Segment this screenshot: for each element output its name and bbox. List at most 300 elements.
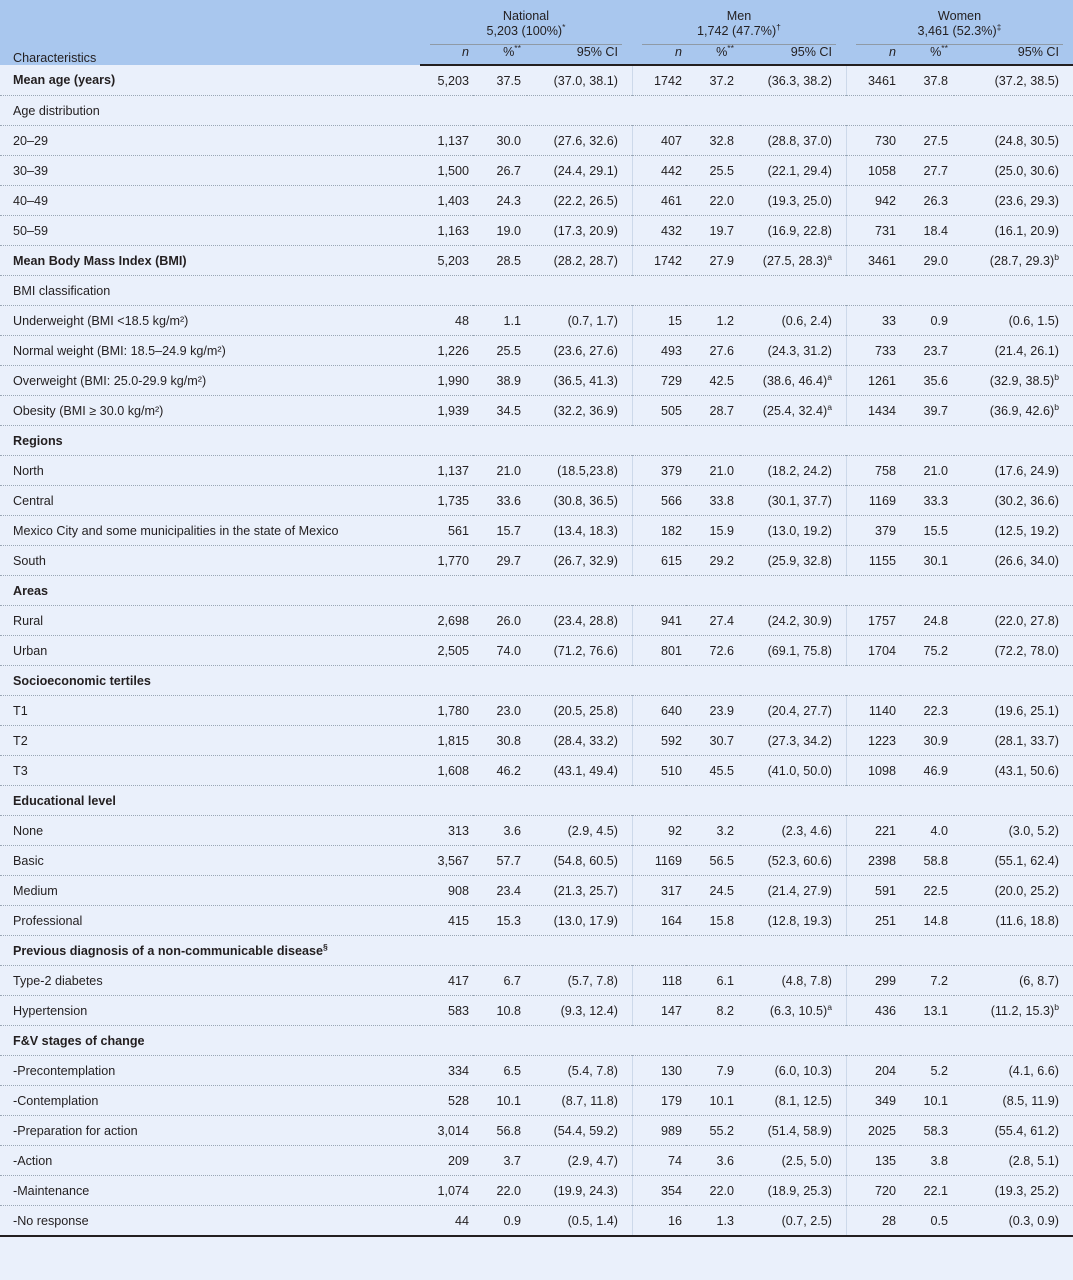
national-n: 415 [420,906,473,936]
header-group-national-count: 5,203 (100%) [486,24,563,38]
table-row [0,636,1073,666]
men-n: 493 [632,336,686,366]
national-ci: (0.5, 1.4) [567,1213,618,1228]
table-row [0,996,1073,1026]
national-pct: 23.4 [473,876,527,906]
header-group-national-marker: * [562,21,566,32]
national-pct: 24.3 [473,186,527,216]
row-label: Areas [0,576,420,606]
women-n: 1434 [846,396,900,426]
national-ci: (21.3, 25.7) [527,876,632,906]
women-ci: (8.5, 11.9) [954,1086,1073,1116]
row-label: BMI classification [0,276,420,306]
section-empty-cells [420,936,1073,966]
table-header [0,0,1073,65]
national-n: 908 [420,876,473,906]
women-n: 1058 [846,156,900,186]
national-n: 1,403 [420,186,473,216]
section-row [0,936,1073,966]
women-pct: 27.5 [900,126,954,156]
women-n: 1169 [846,486,900,516]
men-pct: 8.2 [686,996,740,1026]
women-pct: 22.5 [900,876,954,906]
national-pct: 15.3 [473,906,527,936]
national-n: 3,014 [420,1116,473,1146]
women-ci: (19.3, 25.2) [954,1176,1073,1206]
women-pct: 21.0 [900,456,954,486]
row-label: T3 [0,756,420,786]
national-pct: 10.8 [473,996,527,1026]
table-body [0,65,1073,1235]
men-n: 461 [632,186,686,216]
national-n: 1,137 [420,126,473,156]
table-row [0,966,1073,996]
women-n: 1140 [846,696,900,726]
women-n: 1098 [846,756,900,786]
national-pct: 56.8 [473,1116,527,1146]
table-row [0,486,1073,516]
women-pct: 0.5 [930,1213,948,1228]
men-ci: (6.3, 10.5)$^a$ [740,996,846,1026]
national-n: 1,137 [420,456,473,486]
women-pct: 10.1 [900,1086,954,1116]
row-label: Previous diagnosis of a non-communicable disease§ [0,936,420,966]
national-n: 1,608 [420,756,473,786]
women-pct: 0.9 [900,306,954,336]
men-n: 164 [632,906,686,936]
men-pct: 21.0 [686,456,740,486]
men-pct: 22.0 [686,186,740,216]
women-ci: (55.1, 62.4) [954,846,1073,876]
men-ci: (12.8, 19.3) [740,906,846,936]
header-group-women-marker: ‡ [996,21,1002,32]
table-row [0,846,1073,876]
women-ci: (24.8, 30.5) [954,126,1073,156]
women-n: 730 [846,126,900,156]
table-row [0,876,1073,906]
row-label: T1 [0,696,420,726]
section-empty-cells [420,276,1073,306]
men-n: 179 [632,1086,686,1116]
table-row [0,186,1073,216]
men-pct: 32.8 [686,126,740,156]
women-ci: (21.4, 26.1) [954,336,1073,366]
women-ci: (20.0, 25.2) [954,876,1073,906]
women-ci: (55.4, 61.2) [954,1116,1073,1146]
men-n: 1742 [632,246,686,276]
women-ci: (72.2, 78.0) [954,636,1073,666]
women-ci: (30.2, 36.6) [954,486,1073,516]
national-n: 313 [420,816,473,846]
women-ci: (28.1, 33.7) [954,726,1073,756]
row-label: -Precontemplation [0,1056,420,1086]
women-n: 2025 [846,1116,900,1146]
men-n: 118 [632,966,686,996]
row-label: 30–39 [0,156,420,186]
header-national-pct: %** [473,45,527,65]
women-ci: (0.3, 0.9) [1008,1213,1059,1228]
women-ci: (6, 8.7) [954,966,1073,996]
national-pct: 33.6 [473,486,527,516]
women-n: 1223 [846,726,900,756]
table-row [0,126,1073,156]
men-n: 16 [632,1206,686,1236]
national-pct: 46.2 [473,756,527,786]
women-pct: 26.3 [900,186,954,216]
row-label: Type-2 diabetes [0,966,420,996]
section-row [0,1026,1073,1056]
women-ci: (26.6, 34.0) [954,546,1073,576]
women-n: 379 [846,516,900,546]
header-men-pct: %** [686,45,740,65]
women-ci: (28.7, 29.3)$^b$ [954,246,1073,276]
table-bottom-rule [0,1235,1073,1237]
men-pct: 22.0 [686,1176,740,1206]
women-n: 720 [846,1176,900,1206]
women-n: 299 [846,966,900,996]
women-pct: 24.8 [900,606,954,636]
row-label: Overweight (BMI: 25.0-29.9 kg/m²) [0,366,420,396]
women-pct: 15.5 [900,516,954,546]
men-pct: 27.9 [686,246,740,276]
women-n: 1155 [846,546,900,576]
table-row [0,726,1073,756]
men-ci: (2.3, 4.6) [740,816,846,846]
men-ci: (0.6, 2.4) [740,306,846,336]
men-pct: 23.9 [686,696,740,726]
header-national-ci: 95% CI [527,45,632,65]
national-pct: 10.1 [473,1086,527,1116]
women-ci: (11.6, 18.8) [954,906,1073,936]
men-ci: (18.2, 24.2) [740,456,846,486]
men-ci: (38.6, 46.4)$^a$ [740,366,846,396]
women-n: 731 [846,216,900,246]
men-ci: (22.1, 29.4) [740,156,846,186]
header-group-national [420,0,632,45]
women-pct: 30.1 [900,546,954,576]
national-ci: (19.9, 24.3) [527,1176,632,1206]
men-ci: (20.4, 27.7) [740,696,846,726]
table-row [0,65,1073,96]
women-n: 204 [846,1056,900,1086]
national-n: 583 [420,996,473,1026]
section-row [0,96,1073,126]
men-n: 566 [632,486,686,516]
women-ci: (37.2, 38.5) [954,65,1073,96]
header-group-national-title [420,0,632,39]
table-row [0,156,1073,186]
women-pct: 58.8 [900,846,954,876]
women-n: 349 [846,1086,900,1116]
men-ci: (69.1, 75.8) [740,636,846,666]
national-n: 528 [420,1086,473,1116]
women-n: 2398 [846,846,900,876]
national-n: 2,698 [420,606,473,636]
national-ci: (13.0, 17.9) [527,906,632,936]
men-ci: (25.4, 32.4)$^a$ [740,396,846,426]
women-n: 1261 [846,366,900,396]
row-label: Mean Body Mass Index (BMI) [0,246,420,276]
national-n: 3,567 [420,846,473,876]
national-ci: (37.0, 38.1) [527,65,632,96]
header-group-row [0,0,1073,45]
women-pct: 14.8 [900,906,954,936]
men-pct: 27.4 [686,606,740,636]
men-n: 147 [632,996,686,1026]
national-ci: (23.4, 28.8) [527,606,632,636]
men-n: 15 [632,306,686,336]
national-n: 1,815 [420,726,473,756]
table-row [0,516,1073,546]
men-ci: (8.1, 12.5) [740,1086,846,1116]
men-n: 1169 [632,846,686,876]
men-n: 354 [632,1176,686,1206]
national-n: 5,203 [420,246,473,276]
women-n: 3461 [846,65,900,96]
women-n: 733 [846,336,900,366]
national-pct: 23.0 [473,696,527,726]
national-pct: 28.5 [473,246,527,276]
men-n: 729 [632,366,686,396]
men-n: 592 [632,726,686,756]
men-pct: 3.2 [686,816,740,846]
national-n: 1,735 [420,486,473,516]
header-group-men-count: 1,742 (47.7%) [697,24,777,38]
national-pct: 19.0 [473,216,527,246]
women-pct: 23.7 [900,336,954,366]
men-ci: (51.4, 58.9) [740,1116,846,1146]
men-n: 442 [632,156,686,186]
men-pct: 1.2 [686,306,740,336]
men-pct: 33.8 [686,486,740,516]
table-row [0,1176,1073,1206]
national-pct: 29.7 [473,546,527,576]
men-ci: (30.1, 37.7) [740,486,846,516]
header-characteristics-label: Characteristics [13,51,97,65]
section-empty-cells [420,96,1073,126]
section-row [0,426,1073,456]
row-label: Educational level [0,786,420,816]
table-row [0,1056,1073,1086]
row-label: Rural [0,606,420,636]
table-row [0,216,1073,246]
women-pct: 35.6 [900,366,954,396]
men-ci: (18.9, 25.3) [740,1176,846,1206]
national-ci: (17.3, 20.9) [527,216,632,246]
women-pct: 75.2 [900,636,954,666]
header-men-n: n [632,45,686,65]
women-ci: (0.6, 1.5) [954,306,1073,336]
header-group-national-name: National [502,9,550,23]
men-ci: (6.0, 10.3) [740,1056,846,1086]
women-pct: 22.3 [900,696,954,726]
men-ci: (24.2, 30.9) [740,606,846,636]
table-row [0,396,1073,426]
footnote-marker: b [1054,251,1059,262]
header-group-women [846,0,1073,45]
men-n: 941 [632,606,686,636]
national-ci: (71.2, 76.6) [527,636,632,666]
national-n: 417 [420,966,473,996]
men-n: 92 [632,816,686,846]
national-ci: (54.4, 59.2) [527,1116,632,1146]
women-ci: (4.1, 6.6) [954,1056,1073,1086]
women-ci: (43.1, 50.6) [954,756,1073,786]
women-ci: (11.2, 15.3)$^b$ [954,996,1073,1026]
row-label: -Maintenance [0,1176,420,1206]
row-label: Basic [0,846,420,876]
header-group-women-name: Women [937,9,982,23]
men-ci: (16.9, 22.8) [740,216,846,246]
national-n: 1,074 [420,1176,473,1206]
national-n: 48 [420,306,473,336]
row-label: -Contemplation [0,1086,420,1116]
national-pct: 0.9 [503,1213,521,1228]
women-pct: 27.7 [900,156,954,186]
row-label: 20–29 [0,126,420,156]
national-pct: 26.7 [473,156,527,186]
national-pct: 74.0 [473,636,527,666]
men-pct: 45.5 [686,756,740,786]
table-row [0,1116,1073,1146]
national-ci: (28.4, 33.2) [527,726,632,756]
men-n: 182 [632,516,686,546]
men-n: 801 [632,636,686,666]
footnote-marker: a [827,1001,832,1012]
header-group-men-marker: † [776,21,781,32]
row-label: Mean age (years) [0,65,420,96]
national-n: 5,203 [420,65,473,96]
women-n: 758 [846,456,900,486]
men-n: 1742 [632,65,686,96]
table-row [0,366,1073,396]
men-ci: (24.3, 31.2) [740,336,846,366]
women-n: 1757 [846,606,900,636]
national-ci: (24.4, 29.1) [527,156,632,186]
national-ci: (54.8, 60.5) [527,846,632,876]
women-ci: (3.0, 5.2) [954,816,1073,846]
header-women-n: n [846,45,900,65]
table-row [0,1206,1073,1236]
national-pct: 37.5 [473,65,527,96]
national-pct: 26.0 [473,606,527,636]
women-pct: 39.7 [900,396,954,426]
section-empty-cells [420,786,1073,816]
table-row [0,906,1073,936]
men-pct: 72.6 [686,636,740,666]
row-label: T2 [0,726,420,756]
national-ci: (8.7, 11.8) [527,1086,632,1116]
section-row [0,666,1073,696]
header-national-n: n [420,45,473,65]
section-row [0,786,1073,816]
national-n: 1,990 [420,366,473,396]
national-pct: 21.0 [473,456,527,486]
women-pct: 33.3 [900,486,954,516]
women-ci: (36.9, 42.6)$^b$ [954,396,1073,426]
men-ci: (36.3, 38.2) [740,65,846,96]
national-n: 1,226 [420,336,473,366]
men-ci: (25.9, 32.8) [740,546,846,576]
men-pct: 1.3 [716,1213,734,1228]
row-label: Hypertension [0,996,420,1026]
men-pct: 15.9 [686,516,740,546]
header-group-women-title [846,0,1073,39]
women-ci: (17.6, 24.9) [954,456,1073,486]
table-row [0,456,1073,486]
national-ci: (13.4, 18.3) [527,516,632,546]
header-characteristics [0,0,420,65]
row-label: South [0,546,420,576]
table-row [0,816,1073,846]
section-empty-cells [420,1026,1073,1056]
section-empty-cells [420,666,1073,696]
women-n: 3461 [846,246,900,276]
national-ci: (27.6, 32.6) [527,126,632,156]
women-pct: 37.8 [900,65,954,96]
women-n: 221 [846,816,900,846]
header-women-ci: 95% CI [954,45,1073,65]
national-pct: 57.7 [473,846,527,876]
women-pct: 13.1 [900,996,954,1026]
women-pct: 3.8 [900,1146,954,1176]
row-label: -Preparation for action [0,1116,420,1146]
header-group-men [632,0,846,45]
men-n: 505 [632,396,686,426]
men-n: 379 [632,456,686,486]
national-ci: (30.8, 36.5) [527,486,632,516]
header-group-women-count: 3,461 (52.3%) [917,24,997,38]
women-pct: 29.0 [900,246,954,276]
men-pct: 37.2 [686,65,740,96]
row-label: Normal weight (BMI: 18.5–24.9 kg/m²) [0,336,420,366]
men-pct: 24.5 [686,876,740,906]
row-label: F&V stages of change [0,1026,420,1056]
women-ci: (16.1, 20.9) [954,216,1073,246]
row-label: Central [0,486,420,516]
national-ci: (5.4, 7.8) [527,1056,632,1086]
header-women-pct: %** [900,45,954,65]
national-pct: 6.5 [473,1056,527,1086]
row-label: Urban [0,636,420,666]
men-pct: 42.5 [686,366,740,396]
table-row [0,246,1073,276]
footnote-marker: a [827,251,832,262]
men-pct: 29.2 [686,546,740,576]
men-ci: (13.0, 19.2) [740,516,846,546]
men-pct: 3.6 [686,1146,740,1176]
men-pct: 19.7 [686,216,740,246]
men-pct: 56.5 [686,846,740,876]
header-men-ci: 95% CI [740,45,846,65]
men-n: 640 [632,696,686,726]
women-n: 135 [846,1146,900,1176]
women-pct: 46.9 [900,756,954,786]
women-ci: (32.9, 38.5)$^b$ [954,366,1073,396]
national-ci: (2.9, 4.5) [527,816,632,846]
national-n: 334 [420,1056,473,1086]
row-label: Medium [0,876,420,906]
table-row [0,606,1073,636]
national-pct: 38.9 [473,366,527,396]
national-ci: (23.6, 27.6) [527,336,632,366]
men-ci: (41.0, 50.0) [740,756,846,786]
men-ci: (0.7, 2.5) [781,1213,832,1228]
table-row [0,1146,1073,1176]
men-n: 510 [632,756,686,786]
national-n: 1,939 [420,396,473,426]
men-pct: 10.1 [686,1086,740,1116]
